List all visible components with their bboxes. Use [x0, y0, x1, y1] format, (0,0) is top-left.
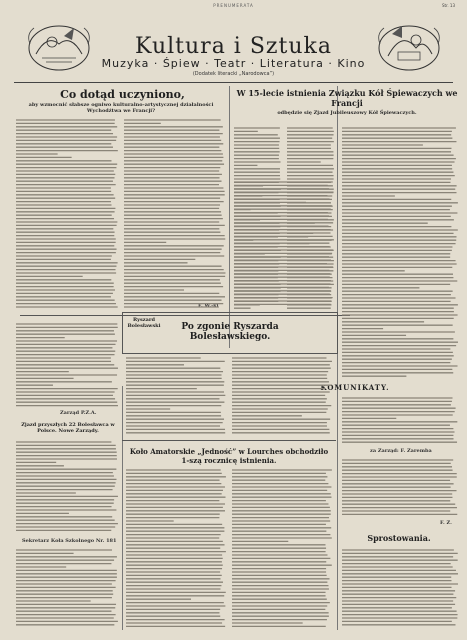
- headline-15-lecie: W 15-lecie istnienia Związku Kół Śpiewaczych we Francji: [236, 88, 458, 108]
- signoff: Zarząd P.Z.A.: [60, 410, 97, 416]
- text-block: [16, 118, 226, 310]
- text-block: [342, 396, 458, 446]
- text-block: [126, 356, 332, 436]
- masthead-title: Kultura i Sztuka: [135, 34, 332, 59]
- masthead-subtitle: Muzyka · Śpiew · Teatr · Literatura · Kino: [101, 57, 366, 70]
- headline-zjazd: Zjazd przyszłych 22 Bolesławca w Polsce. Nowe Zarządy.: [21, 422, 115, 434]
- text-block: [342, 548, 458, 628]
- text-block: [16, 548, 118, 628]
- column-divider: [229, 86, 230, 348]
- masthead-top-line: PRENUMERATA: [213, 3, 254, 8]
- text-block: [342, 458, 458, 518]
- signoff: F. W.-ki: [198, 303, 219, 309]
- deck-15-lecie: odbędzie się Zjazd Jubileuszowy Kół Śpiewaczych.: [277, 110, 417, 116]
- text-block: [126, 468, 332, 628]
- headline-boleslawski: Po zgonie Ryszarda Bolesławskiego.: [181, 322, 279, 342]
- headline-komunikaty: KOMUNIKATY.: [320, 383, 390, 392]
- section-rule: [20, 315, 350, 316]
- masthead: [0, 0, 467, 88]
- headline-jednosc: Koło Amatorskie „Jedność” w Lourches obchodziło 1-szą rocznicę istnienia.: [129, 447, 329, 465]
- boleslawski-label: Ryszard Bolesławski: [127, 317, 161, 329]
- headline-co-dotad: Co dotąd uczyniono,: [60, 88, 185, 101]
- text-block: [16, 440, 118, 534]
- text-block: [342, 126, 458, 380]
- signoff: F. Z.: [440, 520, 452, 526]
- column-divider: [122, 386, 123, 630]
- section-rule: [122, 440, 336, 441]
- masthead-rule: [14, 82, 453, 83]
- headline-sprostowania: Sprostowania.: [367, 533, 431, 543]
- text-block: [234, 180, 334, 308]
- deck-co-dotad: aby wzmocnić słabsze ogniwo kulturalno-artystycznej działalności Wychodźtwa we Francji?: [28, 102, 214, 114]
- page-number: Str. 13: [441, 3, 455, 8]
- column-divider: [337, 86, 338, 630]
- masthead-subnote: (Dodatek literacki „Narodowca”): [192, 71, 275, 77]
- signoff: za Zarząd: F. Zaremba: [370, 448, 432, 454]
- signoff: Sekretarz Koła Szkolnego Nr. 181: [22, 538, 117, 544]
- text-block: [16, 322, 118, 408]
